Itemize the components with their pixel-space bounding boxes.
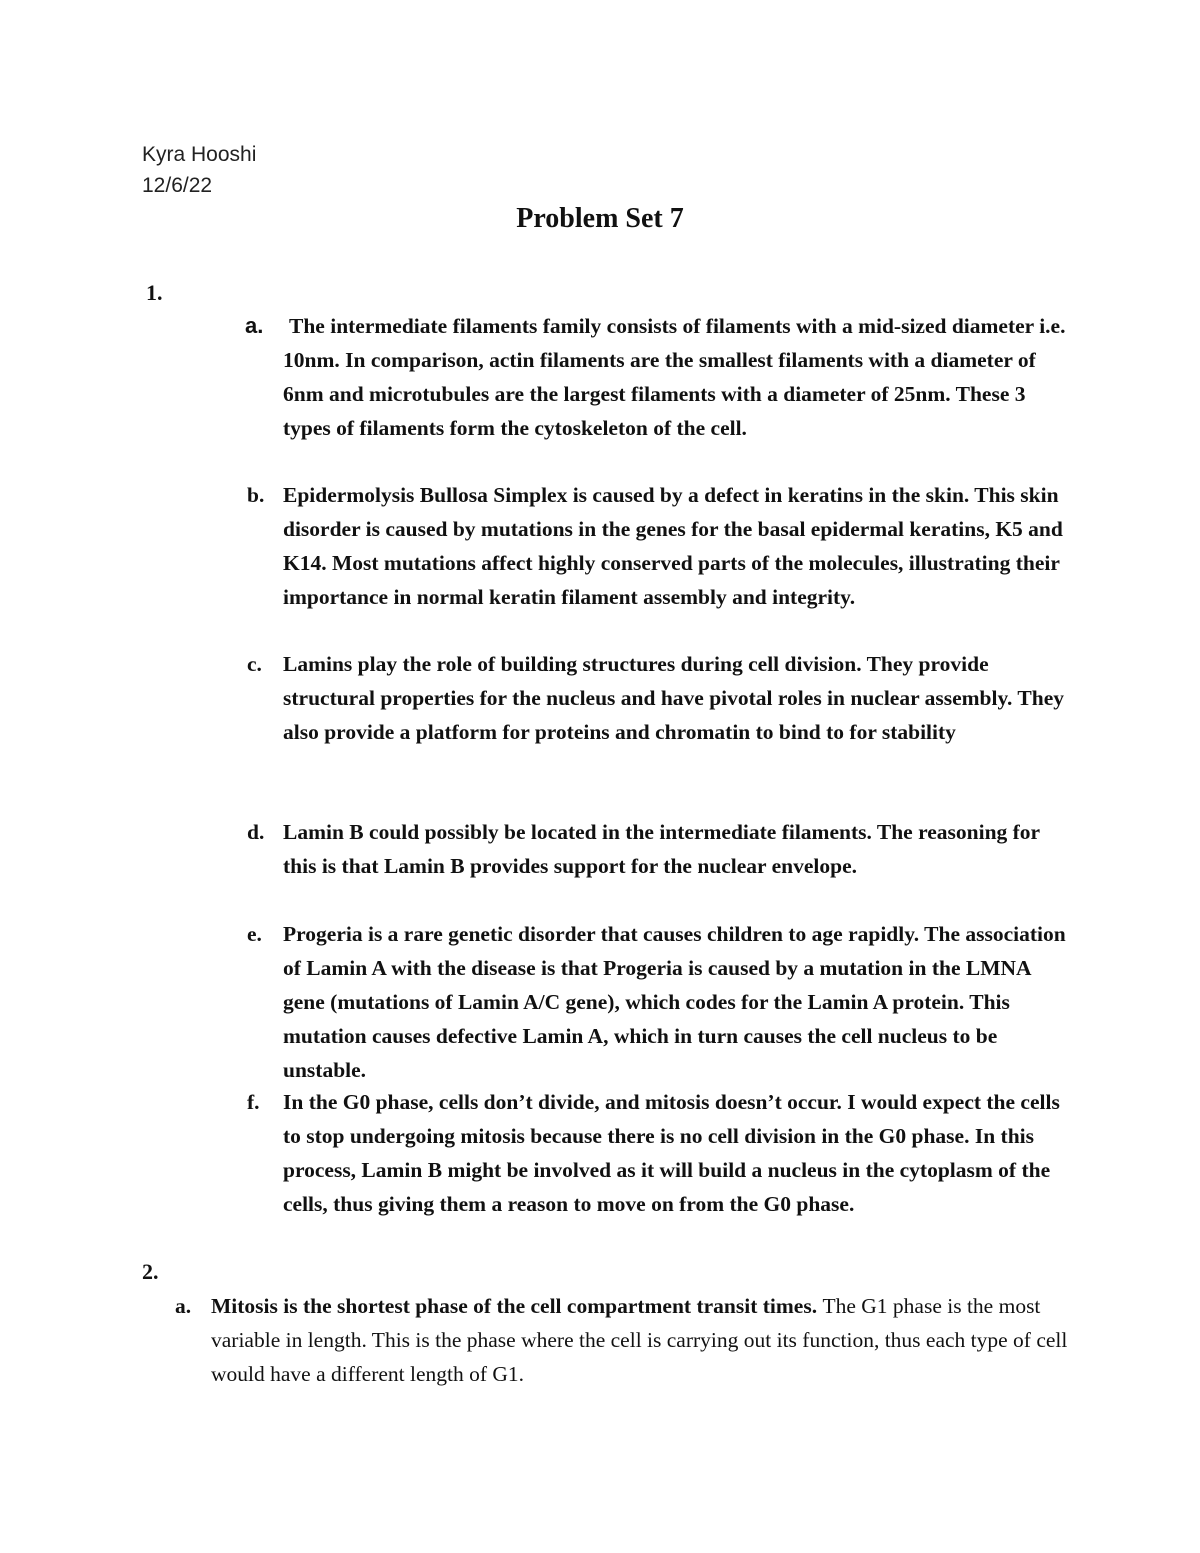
list-marker: a. [245,313,264,338]
list-marker: f. [247,1090,260,1114]
list-marker: d. [247,820,265,844]
document-date: 12/6/22 [142,174,213,197]
list-marker: e. [247,922,262,946]
question-number: 1. [146,280,163,305]
list-item-text: Epidermolysis Bullosa Simplex is caused by a defect in keratins in the skin. This skin disorder is caused by mutations in the genes for the basal epidermal keratins, K5 and K14. Most mutations affect highly conserved parts of the molecules, illustrating their importance in normal keratin filament assembly and integrity. [283,483,1063,609]
list-item-text [211,1289,1081,1391]
list-item [175,1289,1081,1391]
list-item-text-normal: The G1 phase is the most variable in length. This is the phase where the cell is carrying out its function, thus each type of cell would have a different length of G1. [211,1294,1068,1386]
question-number: 2. [142,1259,159,1284]
list-item-text: In the G0 phase, cells don’t divide, and mitosis doesn’t occur. I would expect the cells to stop undergoing mitosis because there is no cell division in the G0 phase. In this process, Lamin B might be involved as it will build a nucleus in the cytoplasm of the cells, thus giving them a reason to move on from the G0 phase. [283,1090,1060,1216]
list-item-text: Lamin B could possibly be located in the intermediate filaments. The reasoning for this is that Lamin B provides support for the nuclear envelope. [283,820,1040,878]
list-item-text: Lamins play the role of building structures during cell division. They provide structural properties for the nucleus and have pivotal roles in nuclear assembly. They also provide a platform for proteins and chromatin to bind to for stability [283,652,1065,744]
list-item-text-bold: Mitosis is the shortest phase of the cell compartment transit times. [211,1294,818,1318]
list-item [247,917,1073,1087]
list-item-text: Progeria is a rare genetic disorder that causes children to age rapidly. The association of Lamin A with the disease is that Progeria is caused by a mutation in the LMNA gene (mutations of Lamin A/C gene), which codes for the Lamin A protein. This mutation causes defective Lamin A, which in turn causes the cell nucleus to be unstable. [283,922,1066,1082]
list-marker: a. [175,1294,192,1318]
list-marker: c. [247,652,262,676]
author-name: Kyra Hooshi [142,143,257,166]
list-item [247,647,1073,749]
document-title: Problem Set 7 [516,203,684,234]
list-item [247,478,1073,614]
list-item [247,815,1073,883]
list-marker: b. [247,483,265,507]
list-item-text: The intermediate filaments family consists of filaments with a mid-sized diameter i.e. 10nm. In comparison, actin filaments are the smallest filaments with a diameter of 6nm and microtubules are the largest filaments with a diameter of 25nm. These 3 types of filaments form the cytoskeleton of the cell. [283,314,1066,440]
list-item [245,309,1073,445]
list-item [247,1085,1073,1221]
